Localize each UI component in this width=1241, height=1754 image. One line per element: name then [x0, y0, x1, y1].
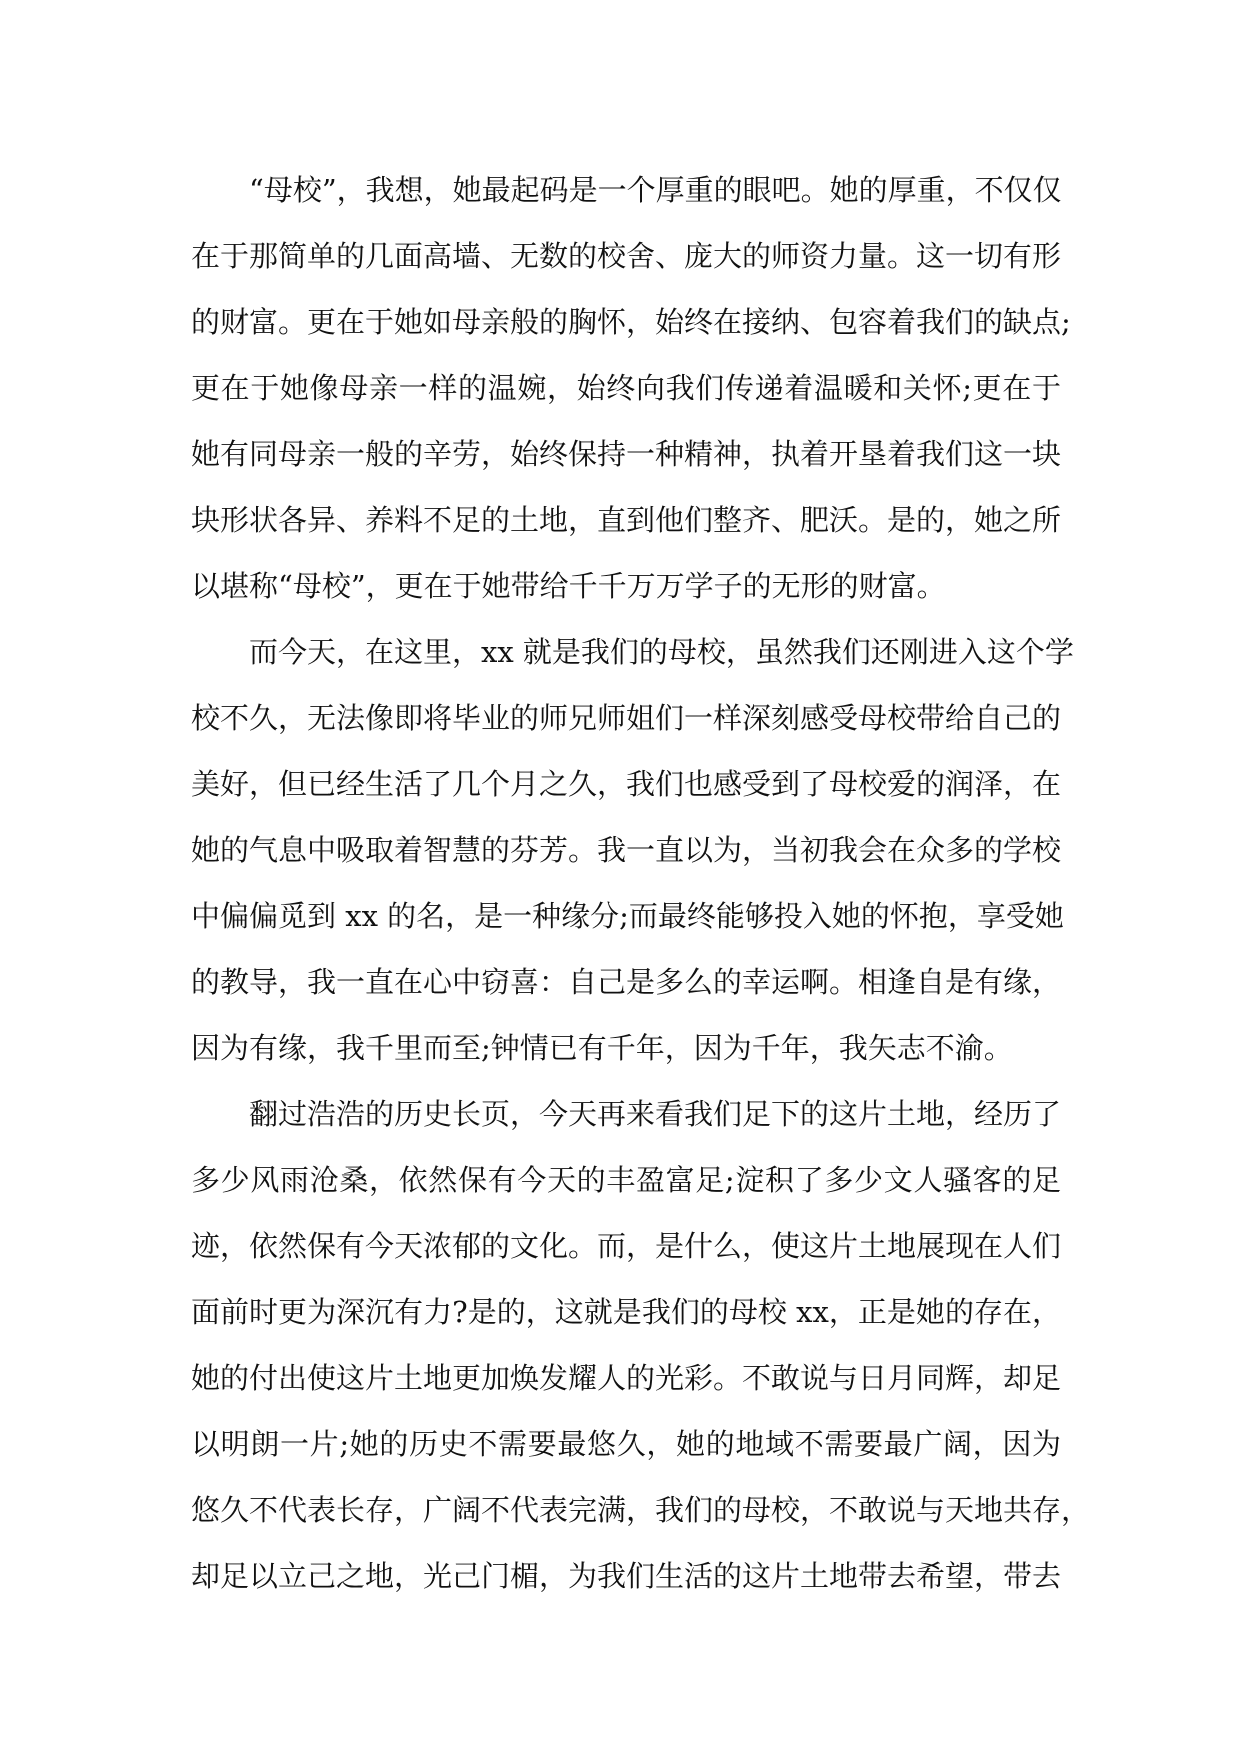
paragraph-3-line-6: 以明朗一片;她的历史不需要最悠久，她的地域不需要最广阔，因为 [191, 1427, 1061, 1461]
paragraph-3-line-8: 却足以立己之地，光己门楣，为我们生活的这片土地带去希望，带去 [191, 1559, 1062, 1593]
paragraph-1-line-2: 在于那简单的几面高墙、无数的校舍、庞大的师资力量。这一切有形 [191, 239, 1062, 273]
paragraph-2-line-1: 而今天，在这里，xx 就是我们的母校，虽然我们还刚进入这个学 [249, 635, 1074, 669]
paragraph-2-line-7: 因为有缘，我千里而至;钟情已有千年，因为千年，我矢志不渝。 [191, 1031, 1013, 1065]
document-body [191, 157, 1091, 1609]
paragraph-3-line-3: 迹，依然保有今天浓郁的文化。而，是什么，使这片土地展现在人们 [191, 1229, 1062, 1263]
paragraph-1-line-6: 块形状各异、养料不足的土地，直到他们整齐、肥沃。是的，她之所 [191, 503, 1062, 537]
paragraph-3-line-2: 多少风雨沧桑，依然保有今天的丰盈富足;淀积了多少文人骚客的足 [191, 1163, 1061, 1197]
paragraph-3-line-5: 她的付出使这片土地更加焕发耀人的光彩。不敢说与日月同辉，却足 [191, 1361, 1062, 1395]
paragraph-3-line-7: 悠久不代表长存，广阔不代表完满，我们的母校，不敢说与天地共存， [191, 1493, 1091, 1527]
paragraph-2-line-4: 她的气息中吸取着智慧的芬芳。我一直以为，当初我会在众多的学校 [191, 833, 1062, 867]
paragraph-2-line-6: 的教导，我一直在心中窃喜：自己是多么的幸运啊。相逢自是有缘， [191, 965, 1062, 999]
paragraph-1-line-7: 以堪称“母校”，更在于她带给千千万万学子的无形的财富。 [191, 569, 946, 603]
paragraph-1-line-4: 更在于她像母亲一样的温婉，始终向我们传递着温暖和关怀;更在于 [191, 371, 1061, 405]
paragraph-2-line-3: 美好，但已经生活了几个月之久，我们也感受到了母校爱的润泽，在 [191, 767, 1062, 801]
paragraph-3-line-1: 翻过浩浩的历史长页，今天再来看我们足下的这片土地，经历了 [249, 1097, 1062, 1131]
paragraph-1-line-5: 她有同母亲一般的辛劳，始终保持一种精神，执着开垦着我们这一块 [191, 437, 1062, 471]
paragraph-3-line-4: 面前时更为深沉有力?是的，这就是我们的母校 xx，正是她的存在， [191, 1295, 1061, 1329]
paragraph-2-line-2: 校不久，无法像即将毕业的师兄师姐们一样深刻感受母校带给自己的 [191, 701, 1062, 735]
paragraph-1-line-1: “母校”，我想，她最起码是一个厚重的眼吧。她的厚重，不仅仅 [249, 173, 1062, 207]
paragraph-2-line-5: 中偏偏觅到 xx 的名，是一种缘分;而最终能够投入她的怀抱，享受她 [191, 899, 1064, 933]
paragraph-1-line-3: 的财富。更在于她如母亲般的胸怀，始终在接纳、包容着我们的缺点; [191, 305, 1071, 339]
